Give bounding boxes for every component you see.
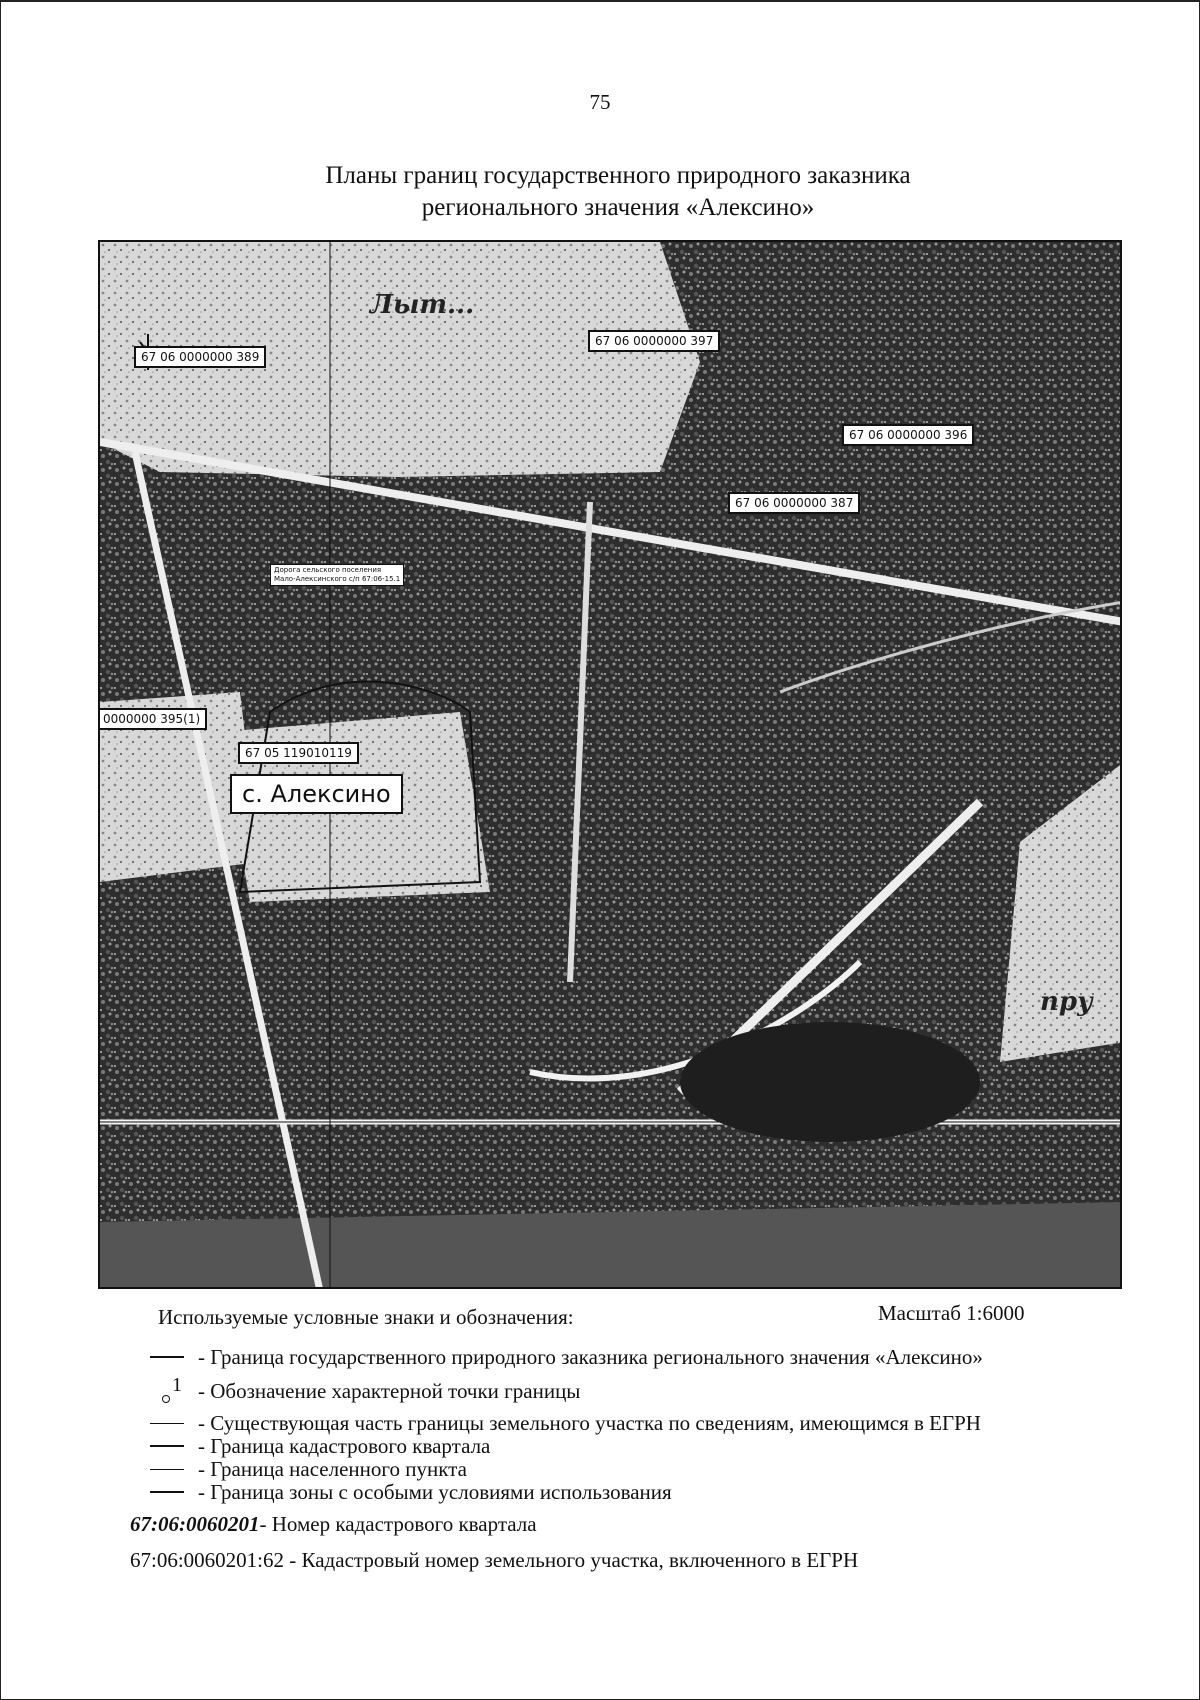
page-number: 75: [589, 90, 611, 114]
road-label-line-1: Дорога сельского поселения: [274, 566, 382, 574]
legend-item-special-zone-boundary: [150, 1478, 672, 1505]
settlement-boundary-line-icon: [150, 1469, 184, 1470]
pond-label: пру: [1040, 987, 1093, 1017]
map-imagery: [100, 242, 1122, 1289]
title-line-1: Планы границ государственного природного заказника: [325, 162, 911, 189]
cadastral-quarter-line-icon: [150, 1445, 184, 1447]
reserve-boundary-line-icon: [150, 1356, 184, 1358]
aerial-map: [98, 240, 1122, 1289]
legend-item-reserve-boundary: [150, 1343, 983, 1370]
legend-item-label: - Обозначение характерной точки границы: [198, 1379, 581, 1404]
map-scale: Масштаб 1:6000: [878, 1301, 1025, 1325]
road-label: [270, 564, 404, 586]
parcel-label-387: 67 06 0000000 387: [728, 492, 860, 514]
legend-caption: Используемые условные знаки и обозначения:: [158, 1305, 574, 1329]
legend-item-parcel-boundary: [150, 1409, 981, 1436]
boundary-point-icon: [150, 1374, 184, 1403]
parcel-boundary-line-icon: [150, 1423, 184, 1424]
parcel-label-397: 67 06 0000000 397: [588, 330, 720, 352]
road-label-line-2: Мало-Алексинского с/п 67:06-15.1: [274, 575, 401, 583]
title-line-2: регионального значения «Алексино»: [421, 194, 815, 221]
parcel-label-395: 0000000 395(1): [98, 708, 207, 730]
legend-item-label: - Граница зоны с особыми условиями использования: [198, 1480, 672, 1505]
parcel-label-396: 67 06 0000000 396: [842, 424, 974, 446]
cadastral-parcel-text: - Кадастровый номер земельного участка, включенного в ЕГРН: [284, 1548, 859, 1572]
cadastral-quarter-sample: 67:06:0060201: [130, 1512, 260, 1536]
legend-item-boundary-point: [150, 1374, 581, 1404]
legend-item-label: - Граница кадастрового квартала: [198, 1434, 491, 1459]
special-zone-line-icon: [150, 1491, 184, 1493]
legend-item-cadastral-quarter-boundary: [150, 1432, 491, 1459]
legend-item-label: - Граница населенного пункта: [198, 1457, 467, 1482]
village-label: с. Алексино: [230, 774, 403, 814]
cadastral-quarter-text: - Номер кадастрового квартала: [259, 1512, 537, 1536]
parcel-label-389: 67 06 0000000 389: [134, 346, 266, 368]
legend-item-settlement-boundary: [150, 1455, 467, 1482]
cadastral-parcel-sample: 67:06:0060201:62: [130, 1548, 285, 1572]
legend-cadastral-quarter-number: [130, 1512, 537, 1537]
legend-item-label: - Существующая часть границы земельного участка по сведениям, имеющимся в ЕГРН: [198, 1411, 981, 1436]
document-title: [0, 160, 1200, 224]
lake-label: Лыт...: [370, 290, 475, 320]
point-number: 1: [172, 1374, 182, 1397]
point-dot-icon: [162, 1395, 170, 1403]
legend-cadastral-parcel-number: [130, 1548, 858, 1573]
parcel-label-119: 67 05 119010119: [238, 742, 359, 764]
legend-item-label: - Граница государственного природного заказника регионального значения «Алексино»: [198, 1345, 983, 1370]
